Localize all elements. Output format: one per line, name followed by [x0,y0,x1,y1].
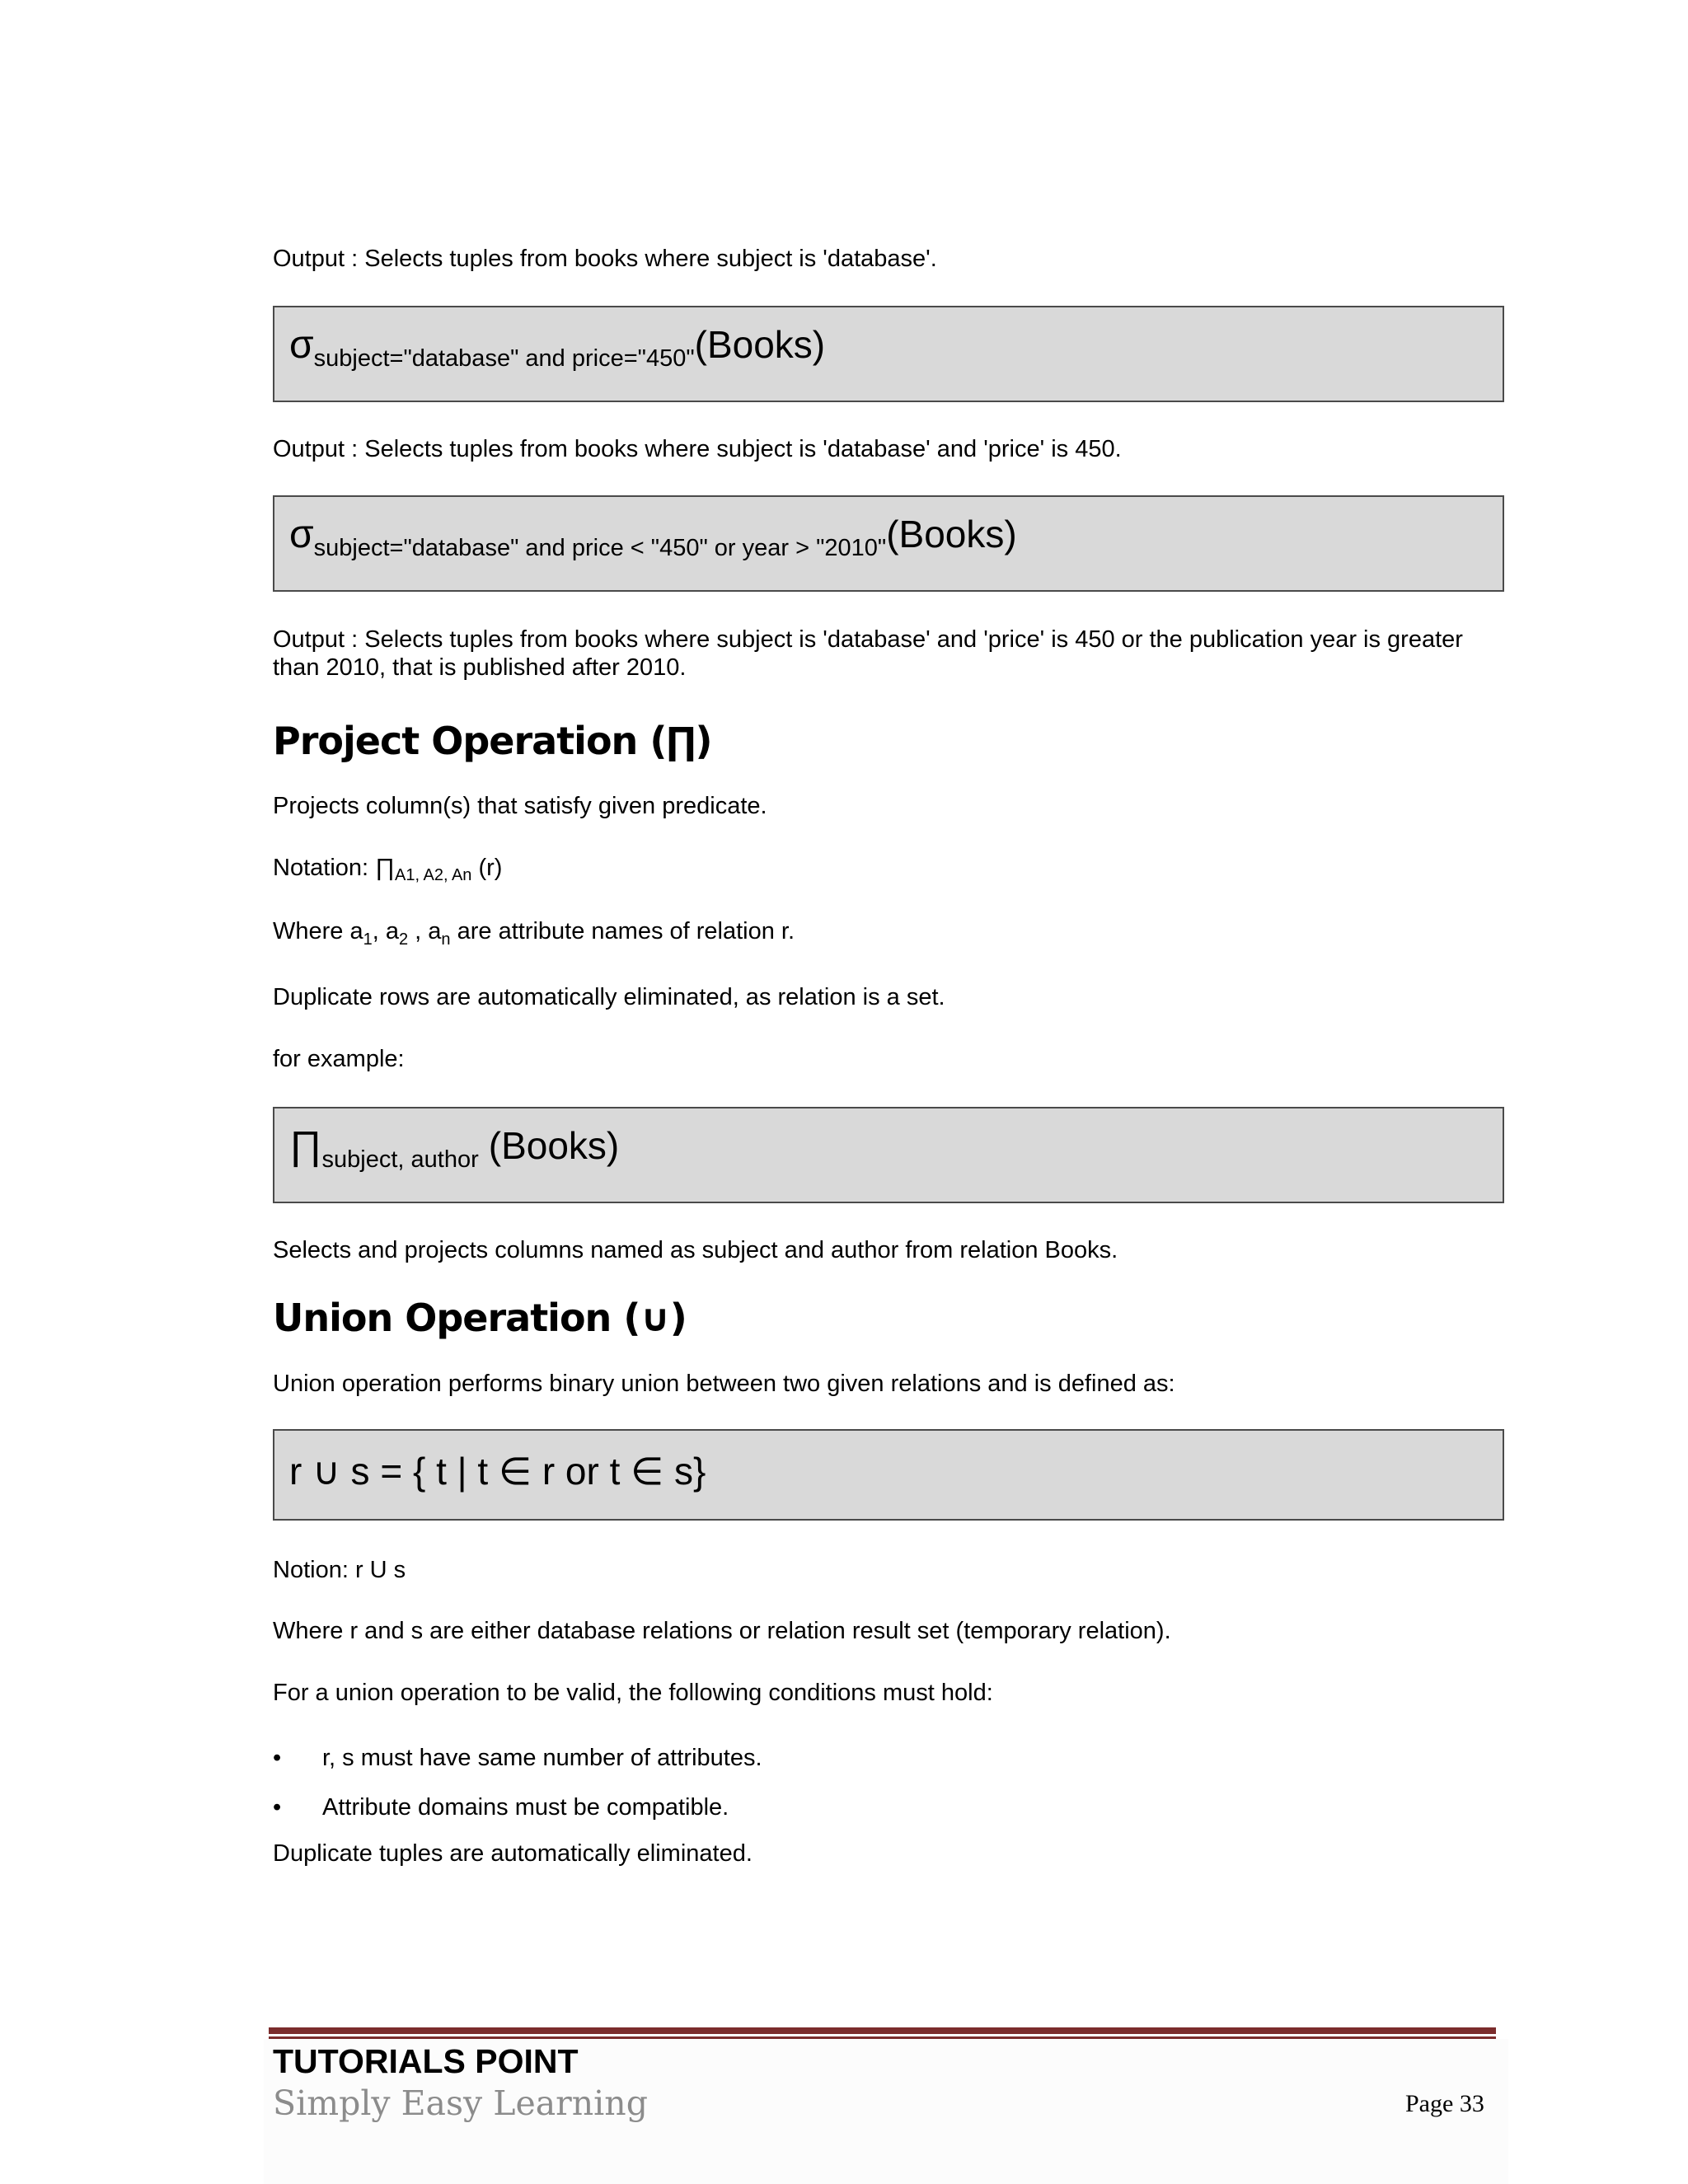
union-operation-heading: Union Operation (∪) [273,1296,687,1340]
footer-brand: TUTORIALS POINT [273,2042,579,2080]
formula-argument: (Books) [694,323,826,366]
formula-argument: (Books) [488,1124,620,1167]
list-item-text: r, s must have same number of attributes. [322,1745,762,1771]
formula-subscript: subject="database" and price="450" [313,345,695,372]
footer-tagline: Simply Easy Learning [273,2083,648,2123]
output-text-1: Output : Selects tuples from books where subject is 'database'. [273,246,937,272]
subscript: 1 [363,930,373,949]
project-duplicates: Duplicate rows are automatically eliminated, as relation is a set. [273,984,945,1010]
where-text: are attribute names of relation r. [450,918,795,944]
project-notation [273,854,502,884]
where-text: Where a [273,918,363,944]
list-item-text: Attribute domains must be compatible. [322,1794,729,1821]
bullet-icon: • [273,1794,282,1821]
notation-label: Notation: [273,855,376,881]
output-text-2: Output : Selects tuples from books where subject is 'database' and 'price' is 450. [273,436,1122,462]
formula-subscript: subject, author [321,1146,479,1173]
where-text: , a [372,918,399,944]
subscript: 2 [398,930,409,949]
notation-argument: (r) [471,855,503,881]
formula-union: r ∪ s = { t | t ∈ r or t ∈ s} [289,1450,706,1493]
bullet-icon: • [273,1745,282,1771]
subscript: n [441,930,451,949]
formula-box-select-1 [273,306,1504,402]
pi-symbol: ∏ [375,855,396,881]
union-where: Where r and s are either database relations or relation result set (temporary relation). [273,1618,1171,1644]
union-duplicates: Duplicate tuples are automatically eliminated. [273,1840,753,1867]
where-text: , a [408,918,442,944]
sigma-symbol: σ [289,323,314,367]
footer-divider [269,2027,1496,2034]
formula-select-1 [289,322,826,372]
project-operation-heading: Project Operation (∏) [273,719,712,763]
pi-symbol: ∏ [289,1124,322,1168]
formula-box-union [273,1429,1504,1521]
project-selects-text: Selects and projects columns named as subject and author from relation Books. [273,1237,1118,1263]
project-example-label: for example: [273,1046,405,1072]
list-item [273,1745,762,1772]
sigma-symbol: σ [289,513,314,556]
project-where [273,917,795,954]
union-conditions: For a union operation to be valid, the following conditions must hold: [273,1680,993,1706]
formula-box-select-2 [273,495,1504,592]
union-notion: Notion: r U s [273,1557,406,1583]
formula-project [289,1123,620,1173]
footer-divider-thin [269,2036,1496,2039]
formula-subscript: subject="database" and price < "450" or year > "2010" [313,535,887,561]
project-description: Projects column(s) that satisfy given predicate. [273,793,767,819]
formula-argument: (Books) [886,513,1017,555]
list-item [273,1794,729,1821]
page-number: Page 33 [1405,2090,1484,2117]
output-text-3: Output : Selects tuples from books where subject is 'database' and 'price' is 450 or the publication year is greater than 2010, that is published after 2010. [273,626,1463,681]
notation-subscript: A1, A2, An [395,866,472,884]
formula-box-project [273,1107,1504,1203]
union-description: Union operation performs binary union between two given relations and is defined as: [273,1371,1175,1397]
formula-select-2 [289,512,1017,561]
